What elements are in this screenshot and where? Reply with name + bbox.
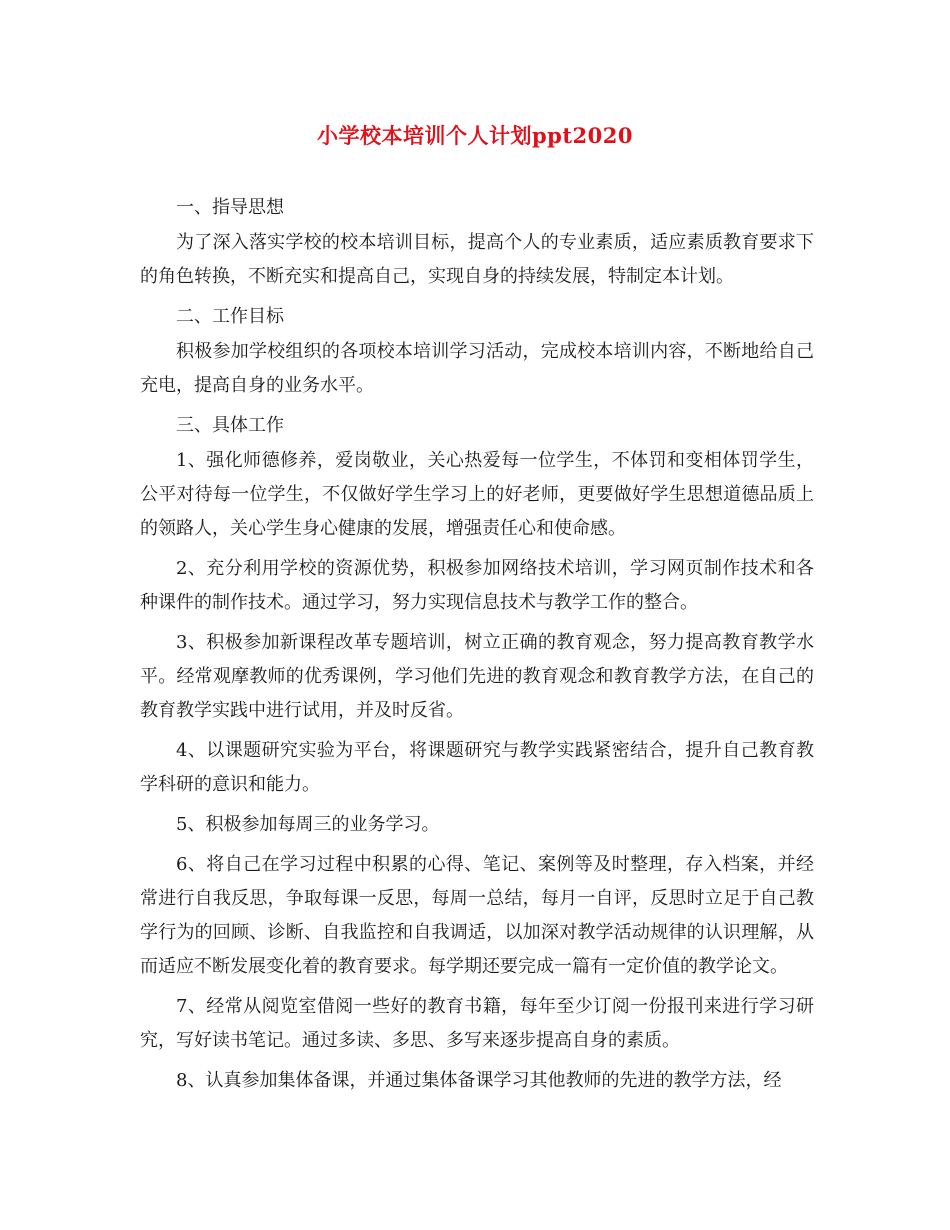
paragraph-item-4: 4、以课题研究实验为平台，将课题研究与教学实践紧密结合，提升自己教育教学科研的意识和能力。 (140, 740, 814, 795)
document-body (140, 191, 814, 1104)
paragraph-work-goals: 积极参加学校组织的各项校本培训学习活动，完成校本培训内容，不断地给自己充电，提高自身的业务水平。 (140, 341, 814, 396)
paragraph-item-1: 1、强化师德修养，爱岗敬业，关心热爱每一位学生，不体罚和变相体罚学生，公平对待每一位学生，不仅做好学生学习上的好老师，更要做好学生思想道德品质上的领路人，关心学生身心健康的发展，增强责任心和使命感。 (140, 450, 814, 539)
document-title: 小学校本培训个人计划ppt2020 (316, 123, 633, 148)
section-heading-specific-work: 三、具体工作 (176, 415, 284, 436)
paragraph-guiding-ideology: 为了深入落实学校的校本培训目标，提高个人的专业素质，适应素质教育要求下的角色转换，不断充实和提高自己，实现自身的持续发展，特制定本计划。 (140, 232, 814, 287)
paragraph-item-8: 8、认真参加集体备课，并通过集体备课学习其他教师的先进的教学方法，经 (176, 1070, 782, 1091)
paragraph-item-6: 6、将自己在学习过程中积累的心得、笔记、案例等及时整理，存入档案，并经常进行自我反思，争取每课一反思，每周一总结，每月一自评，反思时立足于自己教学行为的回顾、诊断、自我监控和自我调适，以加深对教学活动规律的认识理解，从而适应不断发展变化着的教育要求。每学期还要完成一篇有一定价值的教学论文。 (140, 854, 814, 977)
paragraph-item-2: 2、充分利用学校的资源优势，积极参加网络技术培训，学习网页制作技术和各种课件的制作技术。通过学习，努力实现信息技术与教学工作的整合。 (140, 558, 814, 613)
paragraph-item-5: 5、积极参加每周三的业务学习。 (176, 814, 440, 835)
section-heading-work-goals: 二、工作目标 (176, 306, 284, 327)
paragraph-item-3: 3、积极参加新课程改革专题培训，树立正确的教育观念，努力提高教育教学水平。经常观摩教师的优秀课例，学习他们先进的教育观念和教育教学方法，在自己的教育教学实践中进行试用，并及时反省。 (140, 632, 814, 721)
section-heading-guiding-ideology: 一、指导思想 (176, 197, 284, 218)
paragraph-item-7: 7、经常从阅览室借阅一些好的教育书籍，每年至少订阅一份报刊来进行学习研究，写好读书笔记。通过多读、多思、多写来逐步提高自身的素质。 (140, 996, 814, 1051)
